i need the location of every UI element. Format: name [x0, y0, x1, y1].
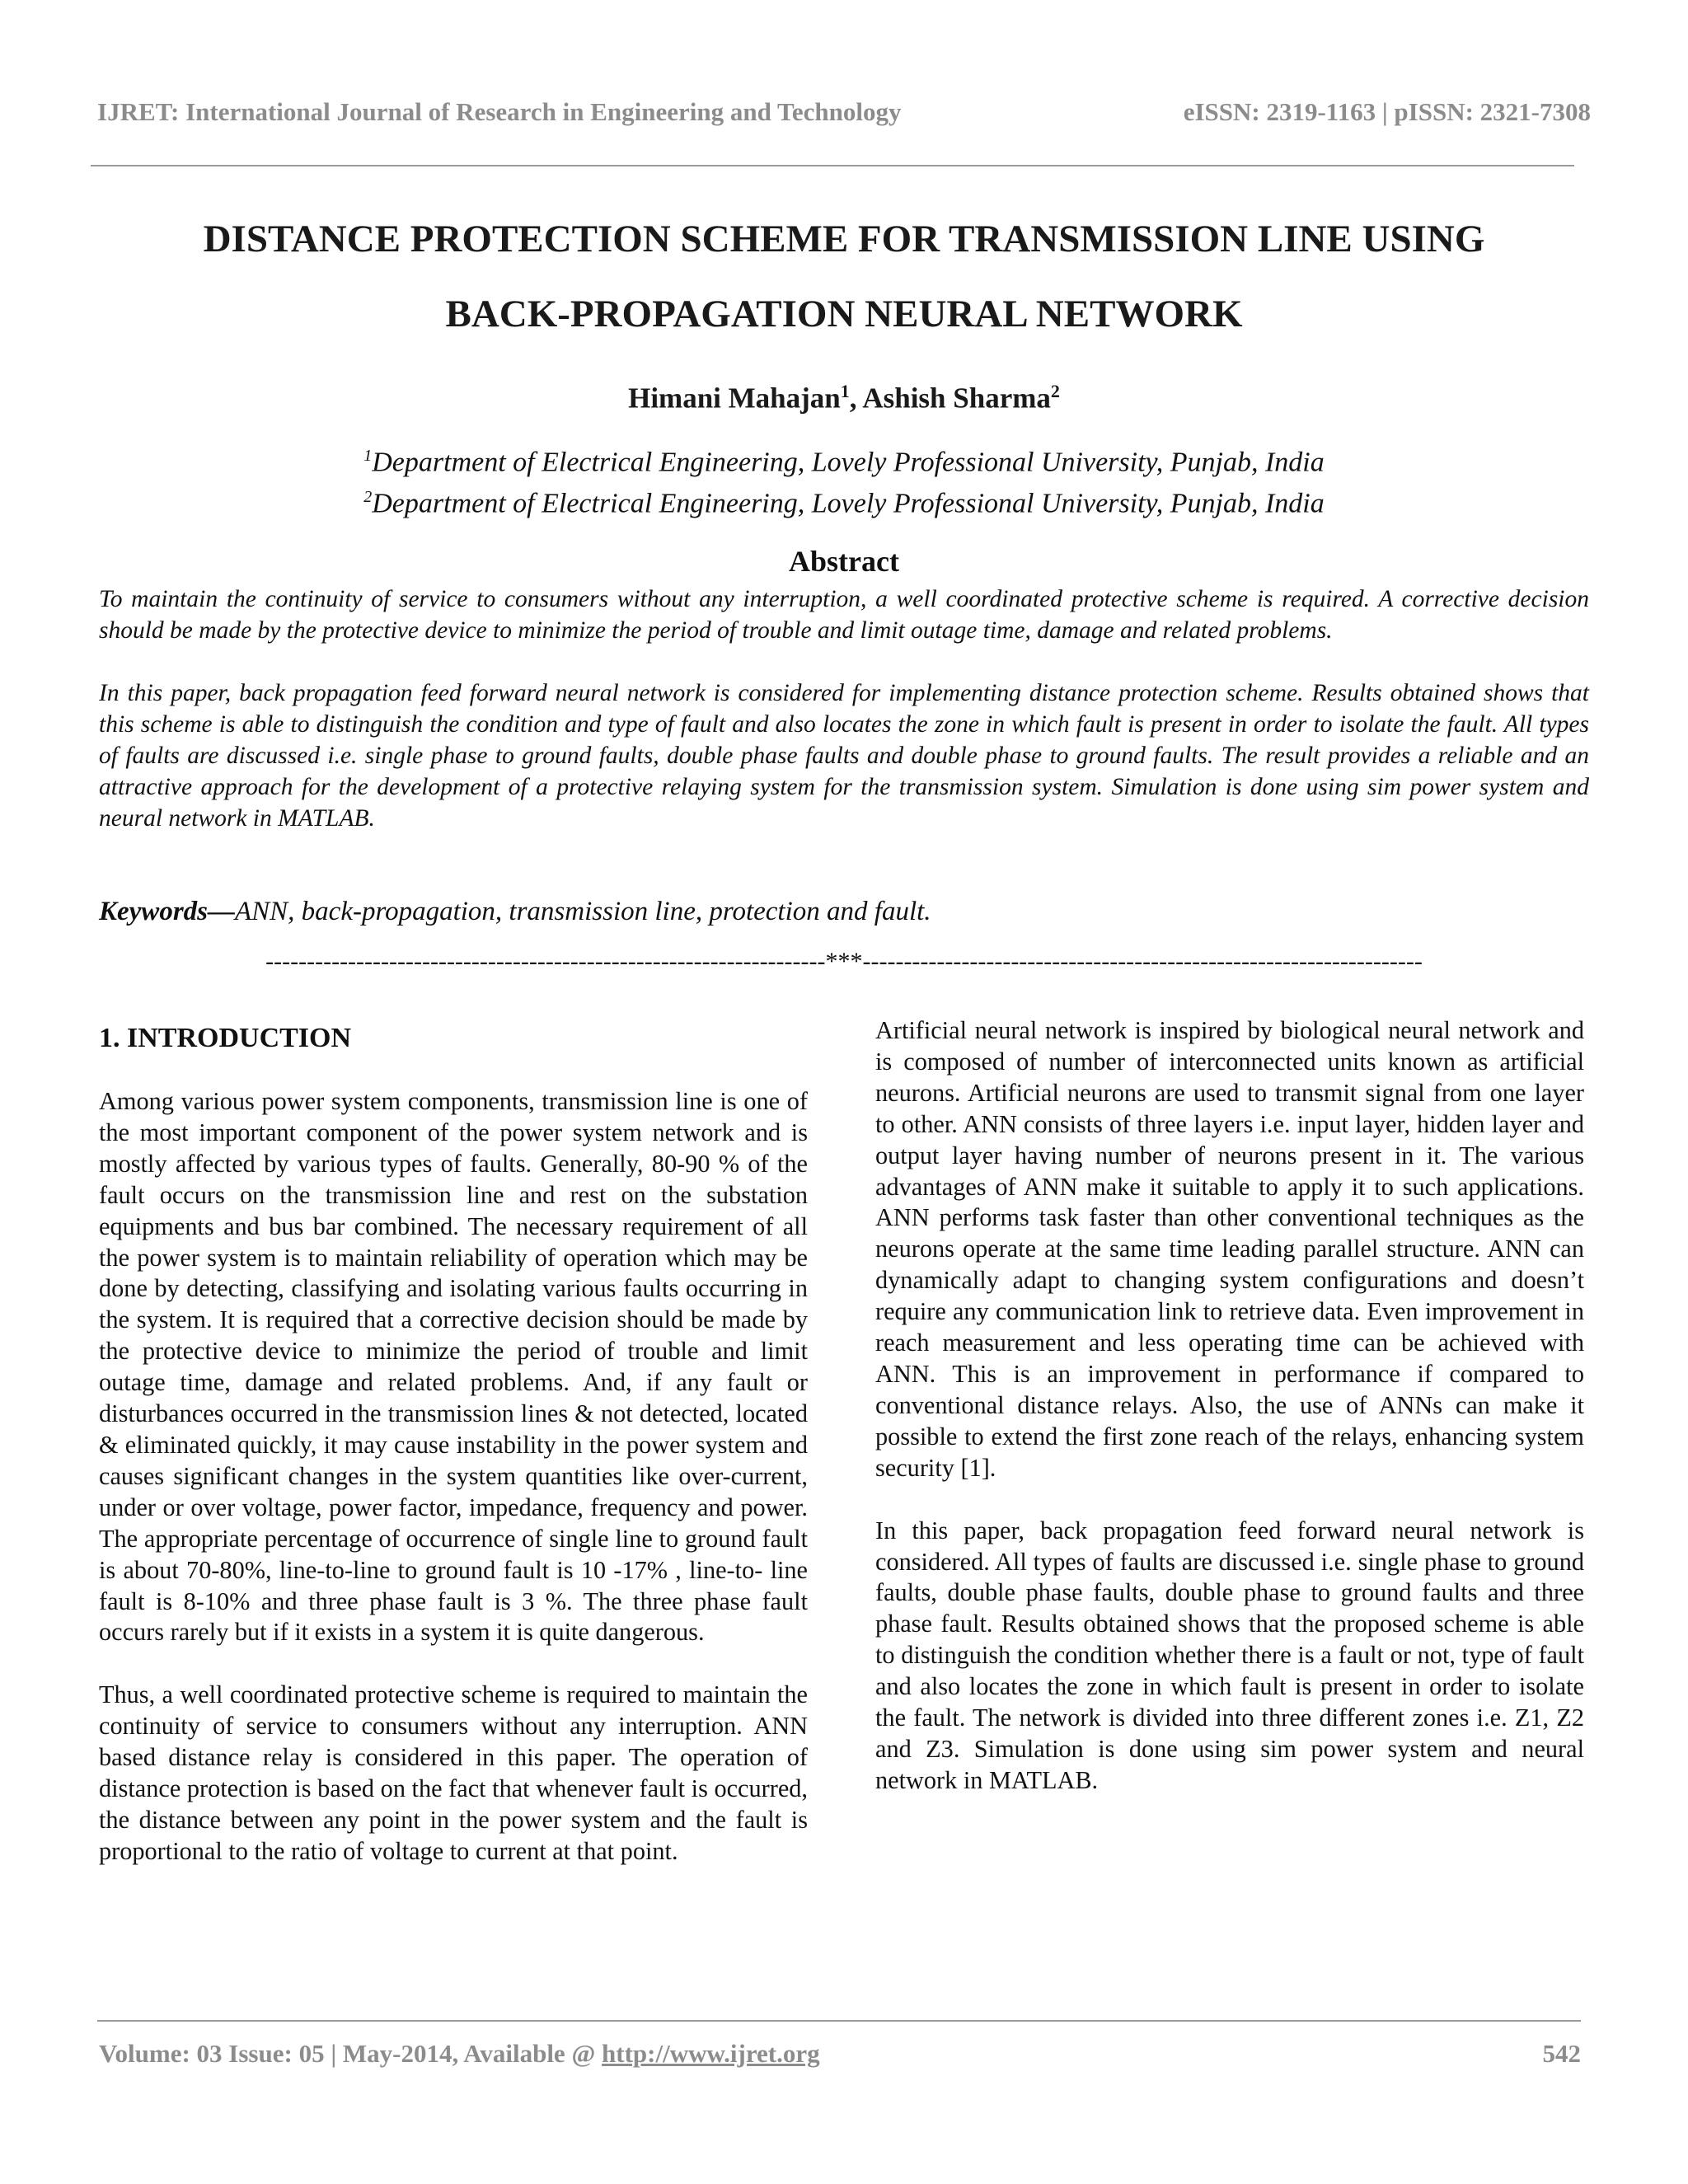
header-divider — [91, 165, 1574, 166]
running-header — [97, 97, 1591, 127]
right-column — [875, 1015, 1584, 1797]
intro-paragraph-2: Thus, a well coordinated protective scheme is required to maintain the continuity of service to consumers without any interruption. ANN based distance relay is considered in this paper. The operation of distance protection is based on the fact that whenever fault is occurred, the distance between any point in the power system and the fault is proportional to the ratio of voltage to current at that point. — [99, 1680, 808, 1865]
intro-paragraph-3: Artificial neural network is inspired by biological neural network and is composed of number of interconnected units known as artificial neurons. Artificial neurons are used to transmit signal from one layer to other. ANN consists of three layers i.e. input layer, hidden layer and output layer having number of neurons present in it. The various advantages of ANN make it suitable to apply it to such applications. ANN performs task faster than other conventional techniques as the neurons operate at the same time leading parallel structure. ANN can dynamically adapt to changing system configurations and doesn’t require any communication link to retrieve data. Even improvement in reach measurement and less operating time can be achieved with ANN. This is an improvement in performance if compared to conventional distance relays. Also, the use of ANNs can make it possible to extend the first zone reach of the relays, enhancing system security [1]. — [875, 1016, 1584, 1482]
author-2: Ashish Sharma — [862, 382, 1051, 415]
affiliation-2-text: Department of Electrical Engineering, Lovely Professional University, Punjab, India — [372, 488, 1325, 519]
affiliation-1-text: Department of Electrical Engineering, Lovely Professional University, Punjab, India — [372, 447, 1325, 478]
author-1: Himani Mahajan — [628, 382, 841, 415]
affiliation-1 — [0, 438, 1688, 480]
introduction-heading: 1. INTRODUCTION — [99, 1023, 352, 1053]
abstract-paragraph-2: In this paper, back propagation feed forward neural network is considered for implementing distance protection scheme. Results obtained shows that this scheme is able to distinguish the condition and type of fault and also locates the zone in which fault is present in order to isolate the fault. All types of faults are discussed i.e. single phase to ground faults, double phase faults and double phase to ground faults. The result provides a reliable and an attractive approach for the development of a protective relaying system for the transmission system. Simulation is done using sim power system and neural network in MATLAB. — [99, 680, 1589, 832]
footer-volume-text: Volume: 03 Issue: 05 | May-2014, Available @ — [99, 2039, 603, 2068]
section-separator: --------------------------------------------------------------------***-------------------------------------------------------------------- — [265, 948, 1423, 975]
journal-name: IJRET: International Journal of Research in Engineering and Technology — [97, 97, 902, 126]
affiliation-1-mark: 1 — [363, 447, 373, 465]
keywords-text: ANN, back-propagation, transmission line, protection and fault. — [235, 897, 931, 926]
abstract-body — [99, 583, 1589, 834]
affiliations — [0, 438, 1688, 522]
affiliation-2-mark: 2 — [363, 488, 373, 507]
intro-paragraph-1: Among various power system components, transmission line is one of the most important component of the power system network and is mostly affected by various types of faults. Generally, 80-90 % of the fault occurs on the transmission line and rest on the substation equipments and bus bar combined. The necessary requirement of all the power system is to maintain reliability of operation which may be done by detecting, classifying and isolating various faults occurring in the system. It is required that a corrective decision should be made by the protective device to minimize the period of trouble and limit outage time, damage and related problems. And, if any fault or disturbances occurred in the transmission lines & not detected, located & eliminated quickly, it may cause instability in the power system and causes significant changes in the system quantities like over-current, under or over voltage, power factor, impedance, frequency and power. The appropriate percentage of occurrence of single line to ground fault is about 70-80%, line-to-line to ground fault is 10 -17% , line-to- line fault is 8-10% and three phase fault is 3 %. The three phase fault occurs rarely but if it exists in a system it is quite dangerous. — [99, 1087, 808, 1647]
abstract-paragraph-1: To maintain the continuity of service to consumers without any interruption, a well coordinated protective scheme is required. A corrective decision should be made by the protective device to minimize the period of trouble and limit outage time, damage and related problems. — [99, 586, 1589, 644]
title-line-1: DISTANCE PROTECTION SCHEME FOR TRANSMISSION LINE USING — [203, 218, 1485, 260]
keywords — [99, 897, 1589, 927]
journal-link[interactable]: http://www.ijret.org — [602, 2039, 820, 2068]
keywords-label: Keywords— — [99, 897, 235, 926]
authors — [0, 381, 1688, 415]
left-column — [99, 1015, 808, 1868]
abstract-heading: Abstract — [789, 545, 899, 578]
footer-divider — [97, 2020, 1581, 2022]
page-number: 542 — [1542, 2039, 1581, 2068]
page-footer — [99, 2039, 1581, 2069]
author-1-affil-mark: 1 — [840, 381, 850, 401]
intro-paragraph-4: In this paper, back propagation feed forward neural network is considered. All types of faults are discussed i.e. single phase to ground faults, double phase faults, double phase to ground faults and three phase fault. Results obtained shows that the proposed scheme is able to distinguish the condition whether there is a fault or not, type of fault and also locates the zone in which fault is present in order to isolate the fault. The network is divided into three different zones i.e. Z1, Z2 and Z3. Simulation is done using sim power system and neural network in MATLAB. — [875, 1516, 1584, 1794]
footer-volume — [99, 2039, 820, 2069]
author-2-affil-mark: 2 — [1050, 381, 1060, 401]
issn: eISSN: 2319-1163 | pISSN: 2321-7308 — [1183, 97, 1591, 126]
author-separator: , — [849, 382, 863, 415]
paper-title — [82, 202, 1606, 352]
affiliation-2 — [0, 480, 1688, 521]
title-line-2: BACK-PROPAGATION NEURAL NETWORK — [445, 293, 1243, 335]
